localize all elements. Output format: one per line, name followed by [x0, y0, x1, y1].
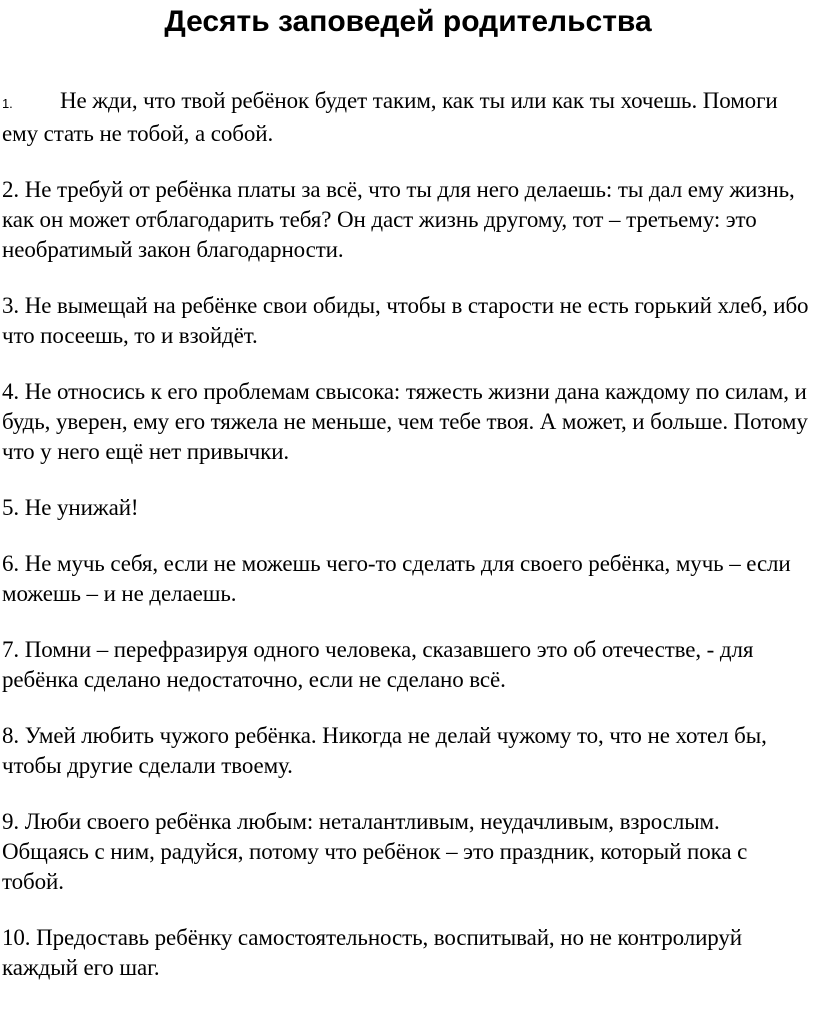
- item-text: Люби своего ребёнка любым: неталантливым, неудачливым, взрослым. Общаясь с ним, радуйся, потому что ребёнок – это праздник, который пока с тобой.: [2, 809, 748, 894]
- item-text: Помни – перефразируя одного человека, сказавшего это об отечестве, - для ребёнка сделано недостаточно, если не сделано всё.: [2, 637, 754, 692]
- list-item: [2, 549, 810, 609]
- item-number: 7.: [2, 637, 20, 662]
- item-text: Не требуй от ребёнка платы за всё, что ты для него делаешь: ты дал ему жизнь, как он может отблагодарить тебя? Он даст жизнь другому, тот – третьему: это необратимый закон благодарности.: [2, 177, 795, 262]
- item-text: Предоставь ребёнку самостоятельность, воспитывай, но не контролируй каждый его шаг.: [2, 925, 742, 980]
- item-number: 5.: [2, 495, 20, 520]
- list-item: [2, 175, 810, 265]
- list-item: [2, 493, 810, 523]
- item-number: 8.: [2, 723, 20, 748]
- list-item: [2, 86, 810, 149]
- page-title: Десять заповедей родительства: [164, 5, 652, 38]
- item-number: 2.: [2, 177, 20, 202]
- item-number: 9.: [2, 809, 20, 834]
- list-item: [2, 377, 810, 467]
- item-number: 10.: [2, 925, 31, 950]
- item-text: Не вымещай на ребёнке свои обиды, чтобы в старости не есть горький хлеб, ибо что посеешь, то и взойдёт.: [2, 293, 809, 348]
- list-item: [2, 721, 810, 781]
- list-item: [2, 923, 810, 983]
- commandments-list: [2, 86, 810, 1009]
- item-number: 1.: [2, 96, 13, 111]
- item-text: Не жди, что твой ребёнок будет таким, как ты или как ты хочешь. Помоги ему стать не тобой, а собой.: [2, 88, 778, 146]
- list-item: [2, 635, 810, 695]
- item-text: Не унижай!: [24, 495, 139, 520]
- item-number: 3.: [2, 293, 20, 318]
- item-text: Умей любить чужого ребёнка. Никогда не делай чужому то, что не хотел бы, чтобы другие сделали твоему.: [2, 723, 767, 778]
- item-text: Не относись к его проблемам свысока: тяжесть жизни дана каждому по силам, и будь, уверен, ему его тяжела не меньше, чем тебе твоя. А может, и больше. Потому что у него ещё нет привычки.: [2, 379, 808, 464]
- item-number: 6.: [2, 551, 20, 576]
- list-item: [2, 807, 810, 897]
- item-number: 4.: [2, 379, 20, 404]
- item-text: Не мучь себя, если не можешь чего-то сделать для своего ребёнка, мучь – если можешь – и не делаешь.: [2, 551, 791, 606]
- list-item: [2, 291, 810, 351]
